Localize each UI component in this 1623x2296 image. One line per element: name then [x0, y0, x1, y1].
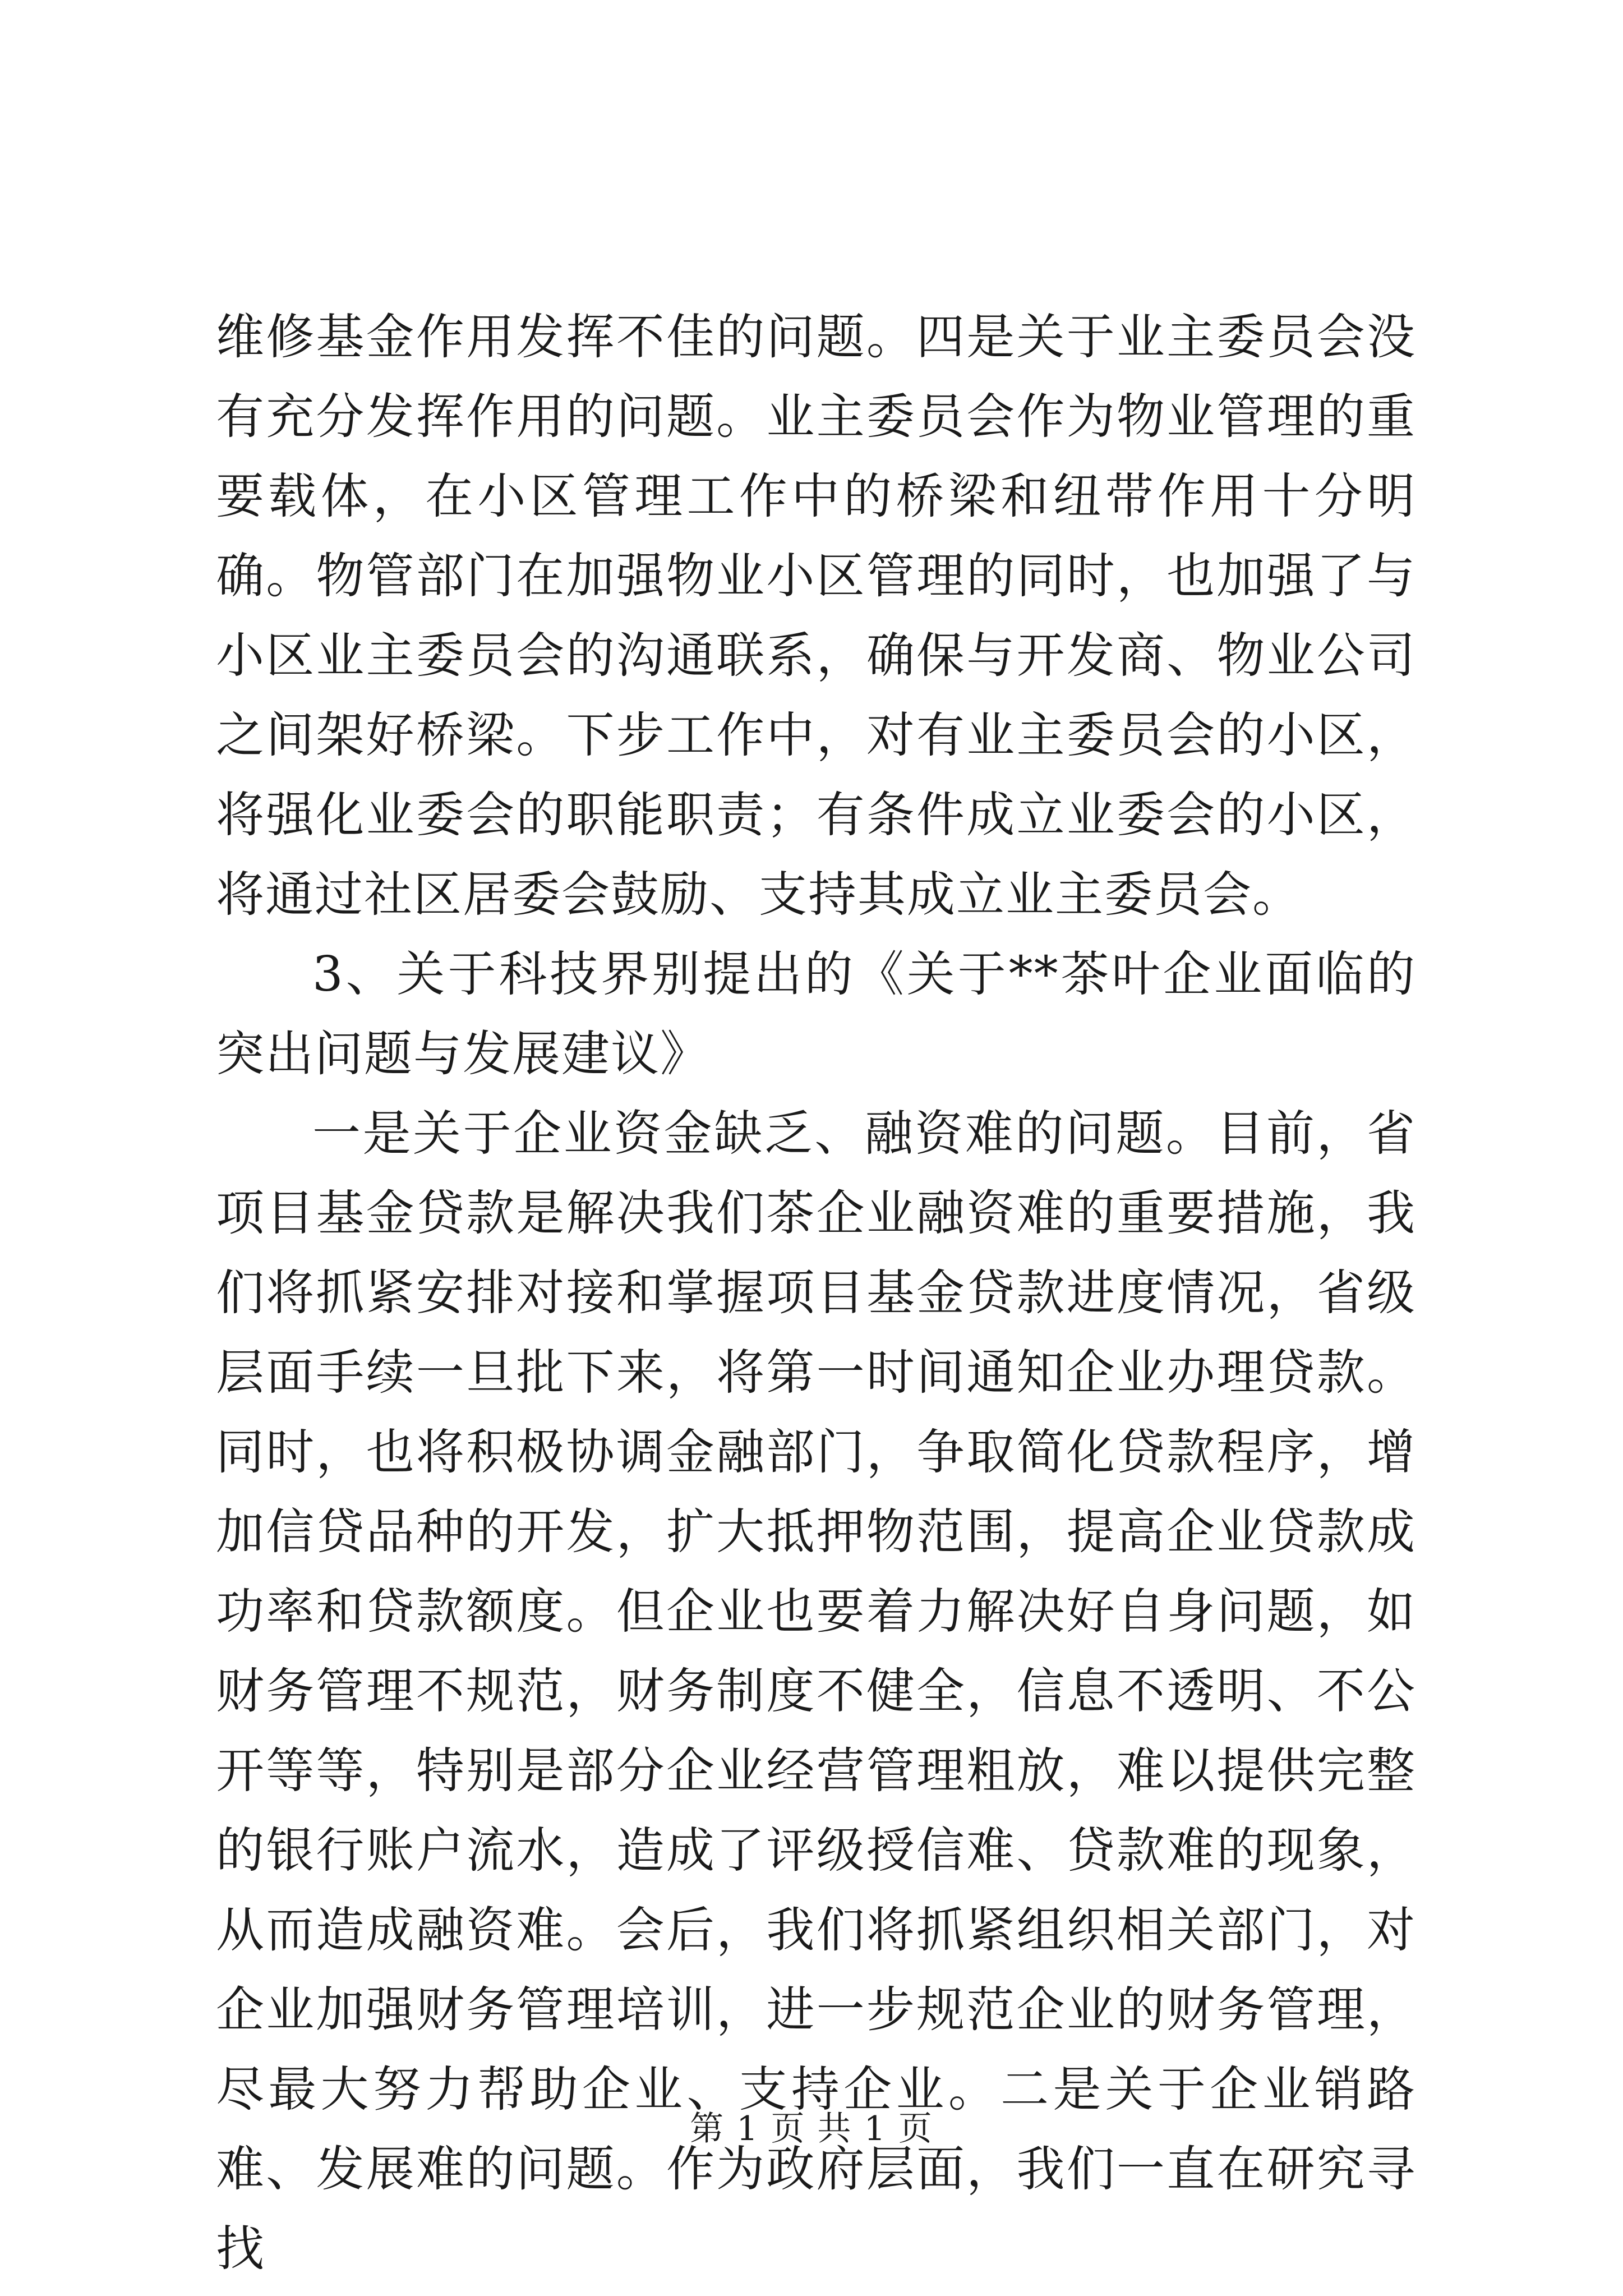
page-number-footer: 第 1 页 共 1 页: [690, 2109, 933, 2148]
paragraph-continuation: 维修基金作用发挥不佳的问题。四是关于业主委员会没有充分发挥作用的问题。业主委员会作为物业管理的重要载体，在小区管理工作中的桥梁和纽带作用十分明确。物管部门在加强物业小区管理的同时，也加强了与小区业主委员会的沟通联系，确保与开发商、物业公司之间架好桥梁。下步工作中，对有业主委员会的小区，将强化业委会的职能职责；有条件成立业委会的小区，将通过社区居委会鼓励、支持其成立业主委员会。: [216, 309, 1416, 923]
section-heading: 3、关于科技界别提出的《关于**茶叶企业面临的突出问题与发展建议》: [216, 946, 1416, 1082]
paragraph-body: 一是关于企业资金缺乏、融资难的问题。目前，省项目基金贷款是解决我们茶企业融资难的重要措施，我们将抓紧安排对接和掌握项目基金贷款进度情况，省级层面手续一旦批下来，将第一时间通知企业办理贷款。同时，也将积极协调金融部门，争取简化贷款程序，增加信贷品种的开发，扩大抵押物范围，提高企业贷款成功率和贷款额度。但企业也要着力解决好自身问题，如财务管理不规范，财务制度不健全，信息不透明、不公开等等，特别是部分企业经营管理粗放，难以提供完整的银行账户流水，造成了评级授信难、贷款难的现象，从而造成融资难。会后，我们将抓紧组织相关部门，对企业加强财务管理培训，进一步规范企业的财务管理，尽最大努力帮助企业、支持企业。二是关于企业销路难、发展难的问题。作为政府层面，我们一直在研究寻找: [216, 1106, 1416, 2277]
document-body: [216, 297, 1416, 2289]
